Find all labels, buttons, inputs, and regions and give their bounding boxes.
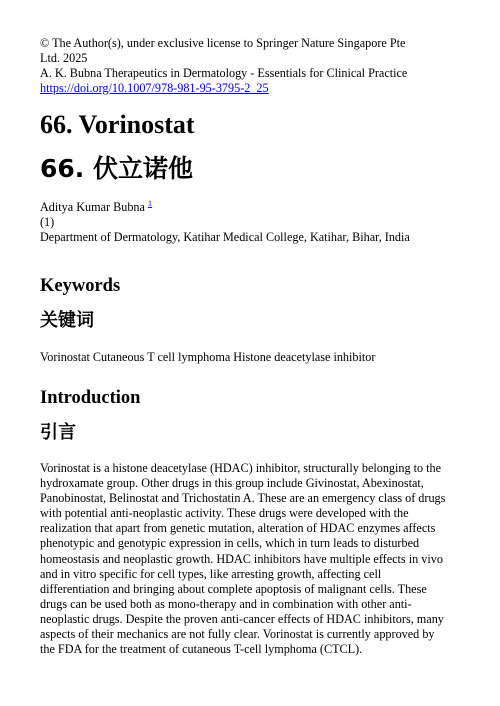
doi-link[interactable]: https://doi.org/10.1007/978-981-95-3795-2_25 [40, 81, 269, 95]
author-name: Aditya Kumar Bubna [40, 200, 145, 214]
introduction-heading-translation: 引言 [40, 422, 76, 443]
author-block [40, 200, 465, 245]
chapter-title: 66. Vorinostat [40, 110, 195, 139]
affiliation-link[interactable]: 1 [147, 198, 152, 208]
affiliation-text: Department of Dermatology, Katihar Medical College, Katihar, Bihar, India [40, 230, 410, 244]
document-page [40, 36, 465, 657]
paragraph-line: realization that apart from genetic mutation, alteration of HDAC enzymes affects [40, 521, 436, 536]
affiliation-index: (1) [40, 215, 55, 229]
paragraph-line: with potential anti-neoplastic activity. These drugs were developed with the [40, 506, 409, 521]
chapter-title-translation: 66. 伏立诺他 [40, 154, 193, 183]
doi-line [40, 81, 465, 96]
introduction-heading: Introduction [40, 388, 141, 408]
paragraph-line: Vorinostat is a histone deacetylase (HDAC) inhibitor, structurally belonging to the [40, 461, 442, 475]
copyright-line [40, 36, 465, 66]
affiliation-marker [148, 199, 152, 208]
author-line [40, 200, 465, 215]
book-citation: A. K. Bubna Therapeutics in Dermatology - Essentials for Clinical Practice [40, 66, 408, 80]
paragraph-line: differentiation and bringing about complete apoptosis of malignant cells. These [40, 581, 427, 596]
paragraph-line: Panobinostat, Belinostat and Trichostatin A. These are an emergency class of drugs [40, 491, 446, 506]
paragraph-line: aspects of their mechanics are not fully clear. Vorinostat is currently approved by [40, 627, 435, 642]
paragraph-line: drugs can be used both as mono-therapy and in combination with other anti- [40, 596, 412, 611]
publication-header [40, 36, 465, 96]
introduction-paragraph [40, 461, 465, 657]
keywords-list: Vorinostat Cutaneous T cell lymphoma Histone deacetylase inhibitor [40, 350, 376, 364]
paragraph-line: and in vitro specific for cell types, like arresting growth, affecting cell [40, 566, 382, 581]
paragraph-line: the FDA for the treatment of cutaneous T-cell lymphoma (CTCL). [40, 642, 363, 657]
paragraph-line: homeostasis and neoplastic growth. HDAC inhibitors have multiple effects in vivo [40, 551, 443, 566]
paragraph-line: hydroxamate group. Other drugs in this group include Givinostat, Abexinostat, [40, 476, 424, 491]
keywords-heading-translation: 关键词 [40, 310, 94, 331]
keywords-heading: Keywords [40, 276, 121, 296]
paragraph-line: neoplastic drugs. Despite the proven anti-cancer effects of HDAC inhibitors, many [40, 611, 444, 626]
copyright-text-2: Ltd. 2025 [40, 51, 88, 65]
paragraph-line: phenotypic and genotypic expression in cells, which in turn leads to disturbed [40, 536, 420, 551]
copyright-text-1: © The Author(s), under exclusive license to Springer Nature Singapore Pte [40, 36, 406, 50]
